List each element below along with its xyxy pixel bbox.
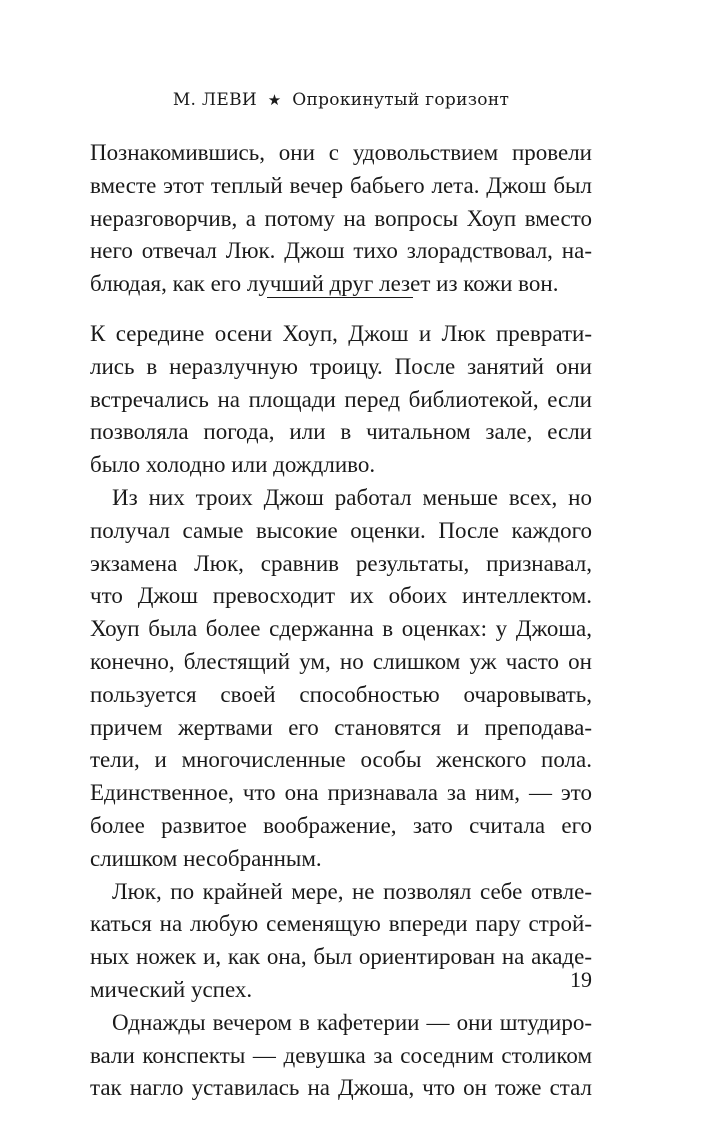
text-line: конечно, блестящий ум, но слишком уж часто он <box>90 648 592 674</box>
text-line: причем жертвами его становятся и преподава- <box>90 714 592 740</box>
running-head <box>90 90 592 110</box>
text-line: было холодно или дождливо. <box>90 452 376 478</box>
text-line: более развитое воображение, зато считала его <box>90 812 592 838</box>
text-line: экзамена Люк, сравнив результаты, признавал, <box>90 550 592 576</box>
text-line: тели, и многочисленные особы женского пола. <box>90 747 592 773</box>
text-line: встречались на площади перед библиотекой, если <box>90 386 592 412</box>
text-block-2 <box>90 318 592 1105</box>
header-author: М. ЛЕВИ <box>172 90 258 110</box>
text-line: вместе этот теплый вечер бабьего лета. Джош был <box>90 172 592 198</box>
star-icon: ★ <box>267 91 282 109</box>
text-line: каться на любую семенящую впереди пару строй- <box>90 911 592 937</box>
text-line: ных ножек и, как она, был ориентирован на акаде- <box>90 944 592 970</box>
text-line: К середине осени Хоуп, Джош и Люк преврати- <box>90 321 592 346</box>
text-line: что Джош превосходит их обоих интеллектом. <box>90 583 592 609</box>
text-line: позволяла погода, или в читальном зале, если <box>90 419 592 445</box>
text-line: Люк, по крайней мере, не позволял себе отвле- <box>112 878 592 904</box>
text-line: него отвечал Люк. Джош тихо злорадствовал, на- <box>90 238 592 264</box>
text-line: мический успех. <box>90 976 253 1002</box>
text-line: неразговорчив, а потому на вопросы Хоуп вместо <box>90 205 592 231</box>
text-line: так нагло уставилась на Джоша, что он тоже стал <box>90 1075 592 1101</box>
text-line: Познакомившись, они с удовольствием провели <box>90 140 592 165</box>
text-line: лись в неразлучную троицу. После занятий они <box>90 353 592 379</box>
text-line: Единственное, что она признавала за ним, — это <box>90 780 592 806</box>
text-line: пользуется своей способностью очаровывать, <box>90 681 592 707</box>
text-line: Из них троих Джош работал меньше всех, но <box>112 484 592 510</box>
text-line: блюдая, как его лучший друг лезет из кожи вон. <box>90 271 559 297</box>
section-divider <box>267 297 413 298</box>
text-line: слишком несобранным. <box>90 845 322 871</box>
page-number: 19 <box>570 967 592 992</box>
text-line: получал самые высокие оценки. После каждого <box>90 517 592 543</box>
text-line: Однажды вечером в кафетерии — они штудиро- <box>112 1009 592 1035</box>
text-line: вали конспекты — девушка за соседним столиком <box>90 1042 592 1068</box>
text-line: Хоуп была более сдержанна в оценках: у Джоша, <box>90 616 592 642</box>
header-title: Опрокинутый горизонт <box>292 90 510 110</box>
text-block-1 <box>90 137 592 301</box>
